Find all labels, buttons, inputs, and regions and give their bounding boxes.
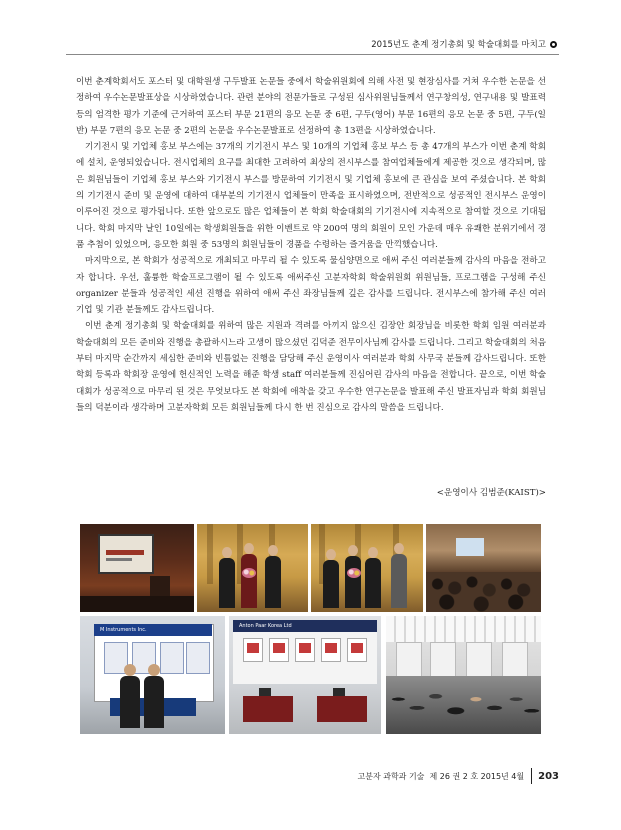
- footer-divider: [531, 768, 532, 784]
- journal-title: 고분자 과학과 기술: [357, 771, 425, 781]
- photo-award-ceremony-2: [311, 524, 423, 612]
- circle-bullet-icon: [550, 41, 557, 48]
- page-footer: [357, 768, 559, 784]
- booth-sign: M Instruments Inc.: [94, 624, 212, 636]
- photo-award-ceremony-1: [197, 524, 308, 612]
- photo-lecture-hall: [80, 524, 194, 612]
- photo-exhibition-booth-2: [229, 616, 381, 734]
- paragraph: 마지막으로, 본 학회가 성공적으로 개최되고 마무리 될 수 있도록 물심양면으로 애써 주신 여러분들께 감사의 마음을 전하고자 합니다. 우선, 훌륭한 학술프로그램이 될 수 있도록 애써주신 고분자학회 학술위원회 위원님들, 프로그램을 구성해 주신 organizer 분들과 성공적인 세션 진행을 위하여 애써 주신 좌장님들께 깊은 감사를 드립니다. 전시부스에 참가해 주신 여러 기업 및 기관 분들께도 감사드립니다.: [76, 256, 546, 316]
- photo-exhibition-booth-1: [80, 616, 225, 734]
- running-title: 2015년도 춘계 정기총회 및 학술대회를 마치고: [371, 40, 546, 50]
- paragraph: 이번 춘계학회서도 포스터 및 대학원생 구두발표 논문들 중에서 학술위원회에 의해 사전 및 현장심사를 거쳐 우수한 논문을 선정하여 우수논문발표상을 시상하였습니다. 관련 분야의 전문가들로 구성된 심사위원님들께서 연구창의성, 연구내용 및 발표력 등의 엄격한 평가 기준에 근거하여 포스터 부문 21편의 응모 논문 중 6편, 구두(영어) 부문 16편의 응모 논문 중 5편, 구두(일반) 부문 7편의 응모 논문 중 2편의 논문을 우수논문발표로 선정하여 총 13편을 시상하였습니다.: [76, 77, 546, 136]
- running-header: [371, 38, 557, 50]
- photo-collage: [80, 524, 541, 736]
- photo-exhibition-hall-crowd: [386, 616, 541, 734]
- article-body: [76, 74, 546, 416]
- paragraph: 기기전시 및 기업체 홍보 부스에는 37개의 기기전시 부스 및 10개의 기업체 홍보 부스 등 총 47개의 부스가 이번 춘계 학회에 설치, 운영되었습니다. 전시업체의 요구를 최대한 고려하여 최상의 전시부스를 참여업체들에게 제공한 것으로 생각되며, 많은 회원님들이 기업체 홍보 부스와 기기전시 부스를 방문하여 기기전시 및 기업체 홍보에 큰 관심을 보여 주셨습니다. 본 학회의 기기전시 준비 및 운영에 대하여 대부분의 기기전시 업체들이 만족을 표시하였으며, 전반적으로 성공적인 전시부스 운영이 이루어진 것으로 평가됩니다. 또한 앞으로도 많은 업체들이 본 학회 학술대회의 기기전시에 지속적으로 참여할 것으로 기대됩니다. 학회 마지막 날인 10일에는 학생회원들을 위한 이벤트로 약 200여 명의 회원이 모인 가운데 매우 유쾌한 분위기에서 경품 추첨이 있었으며, 응모한 회원 중 53명의 회원님들이 경품을 수령하는 즐거움을 만끽했습니다.: [76, 142, 546, 250]
- author-signature: <운영이사 김범준(KAIST)>: [436, 488, 546, 498]
- booth-sign: Anton Paar Korea Ltd: [233, 620, 377, 632]
- paragraph: 이번 춘계 정기총회 및 학술대회를 위하여 많은 지원과 격려를 아끼지 않으신 김장안 회장님을 비롯한 학회 임원 여러분과 학술대회의 모든 준비와 진행을 총괄하시느라 고생이 많으셨던 김덕준 전무이사님께 감사를 드립니다. 그리고 학술대회의 처음부터 마지막 순간까지 세심한 준비와 빈틈없는 진행을 담당해 주신 운영이사 여러분과 학회 사무국 분들께 감사드립니다. 또한 학회 등록과 학회장 운영에 헌신적인 노력을 해준 학생 staff 여러분들께 진심어린 감사의 마음을 전합니다. 끝으로, 이번 학술대회가 성공적으로 마무리 된 것은 무엇보다도 본 학회에 애착을 갖고 우수한 연구논문을 발표해 주신 발표자님과 학회 회원님들의 덕분이라 생각하며 고분자학회 모든 회원님들께 다시 한 번 진심으로 감사의 말씀을 드립니다.: [76, 321, 546, 413]
- page-number: 203: [538, 770, 559, 782]
- issue-info: 제 26 권 2 호 2015년 4월: [429, 771, 525, 781]
- header-divider: [66, 54, 559, 55]
- photo-audience: [426, 524, 541, 612]
